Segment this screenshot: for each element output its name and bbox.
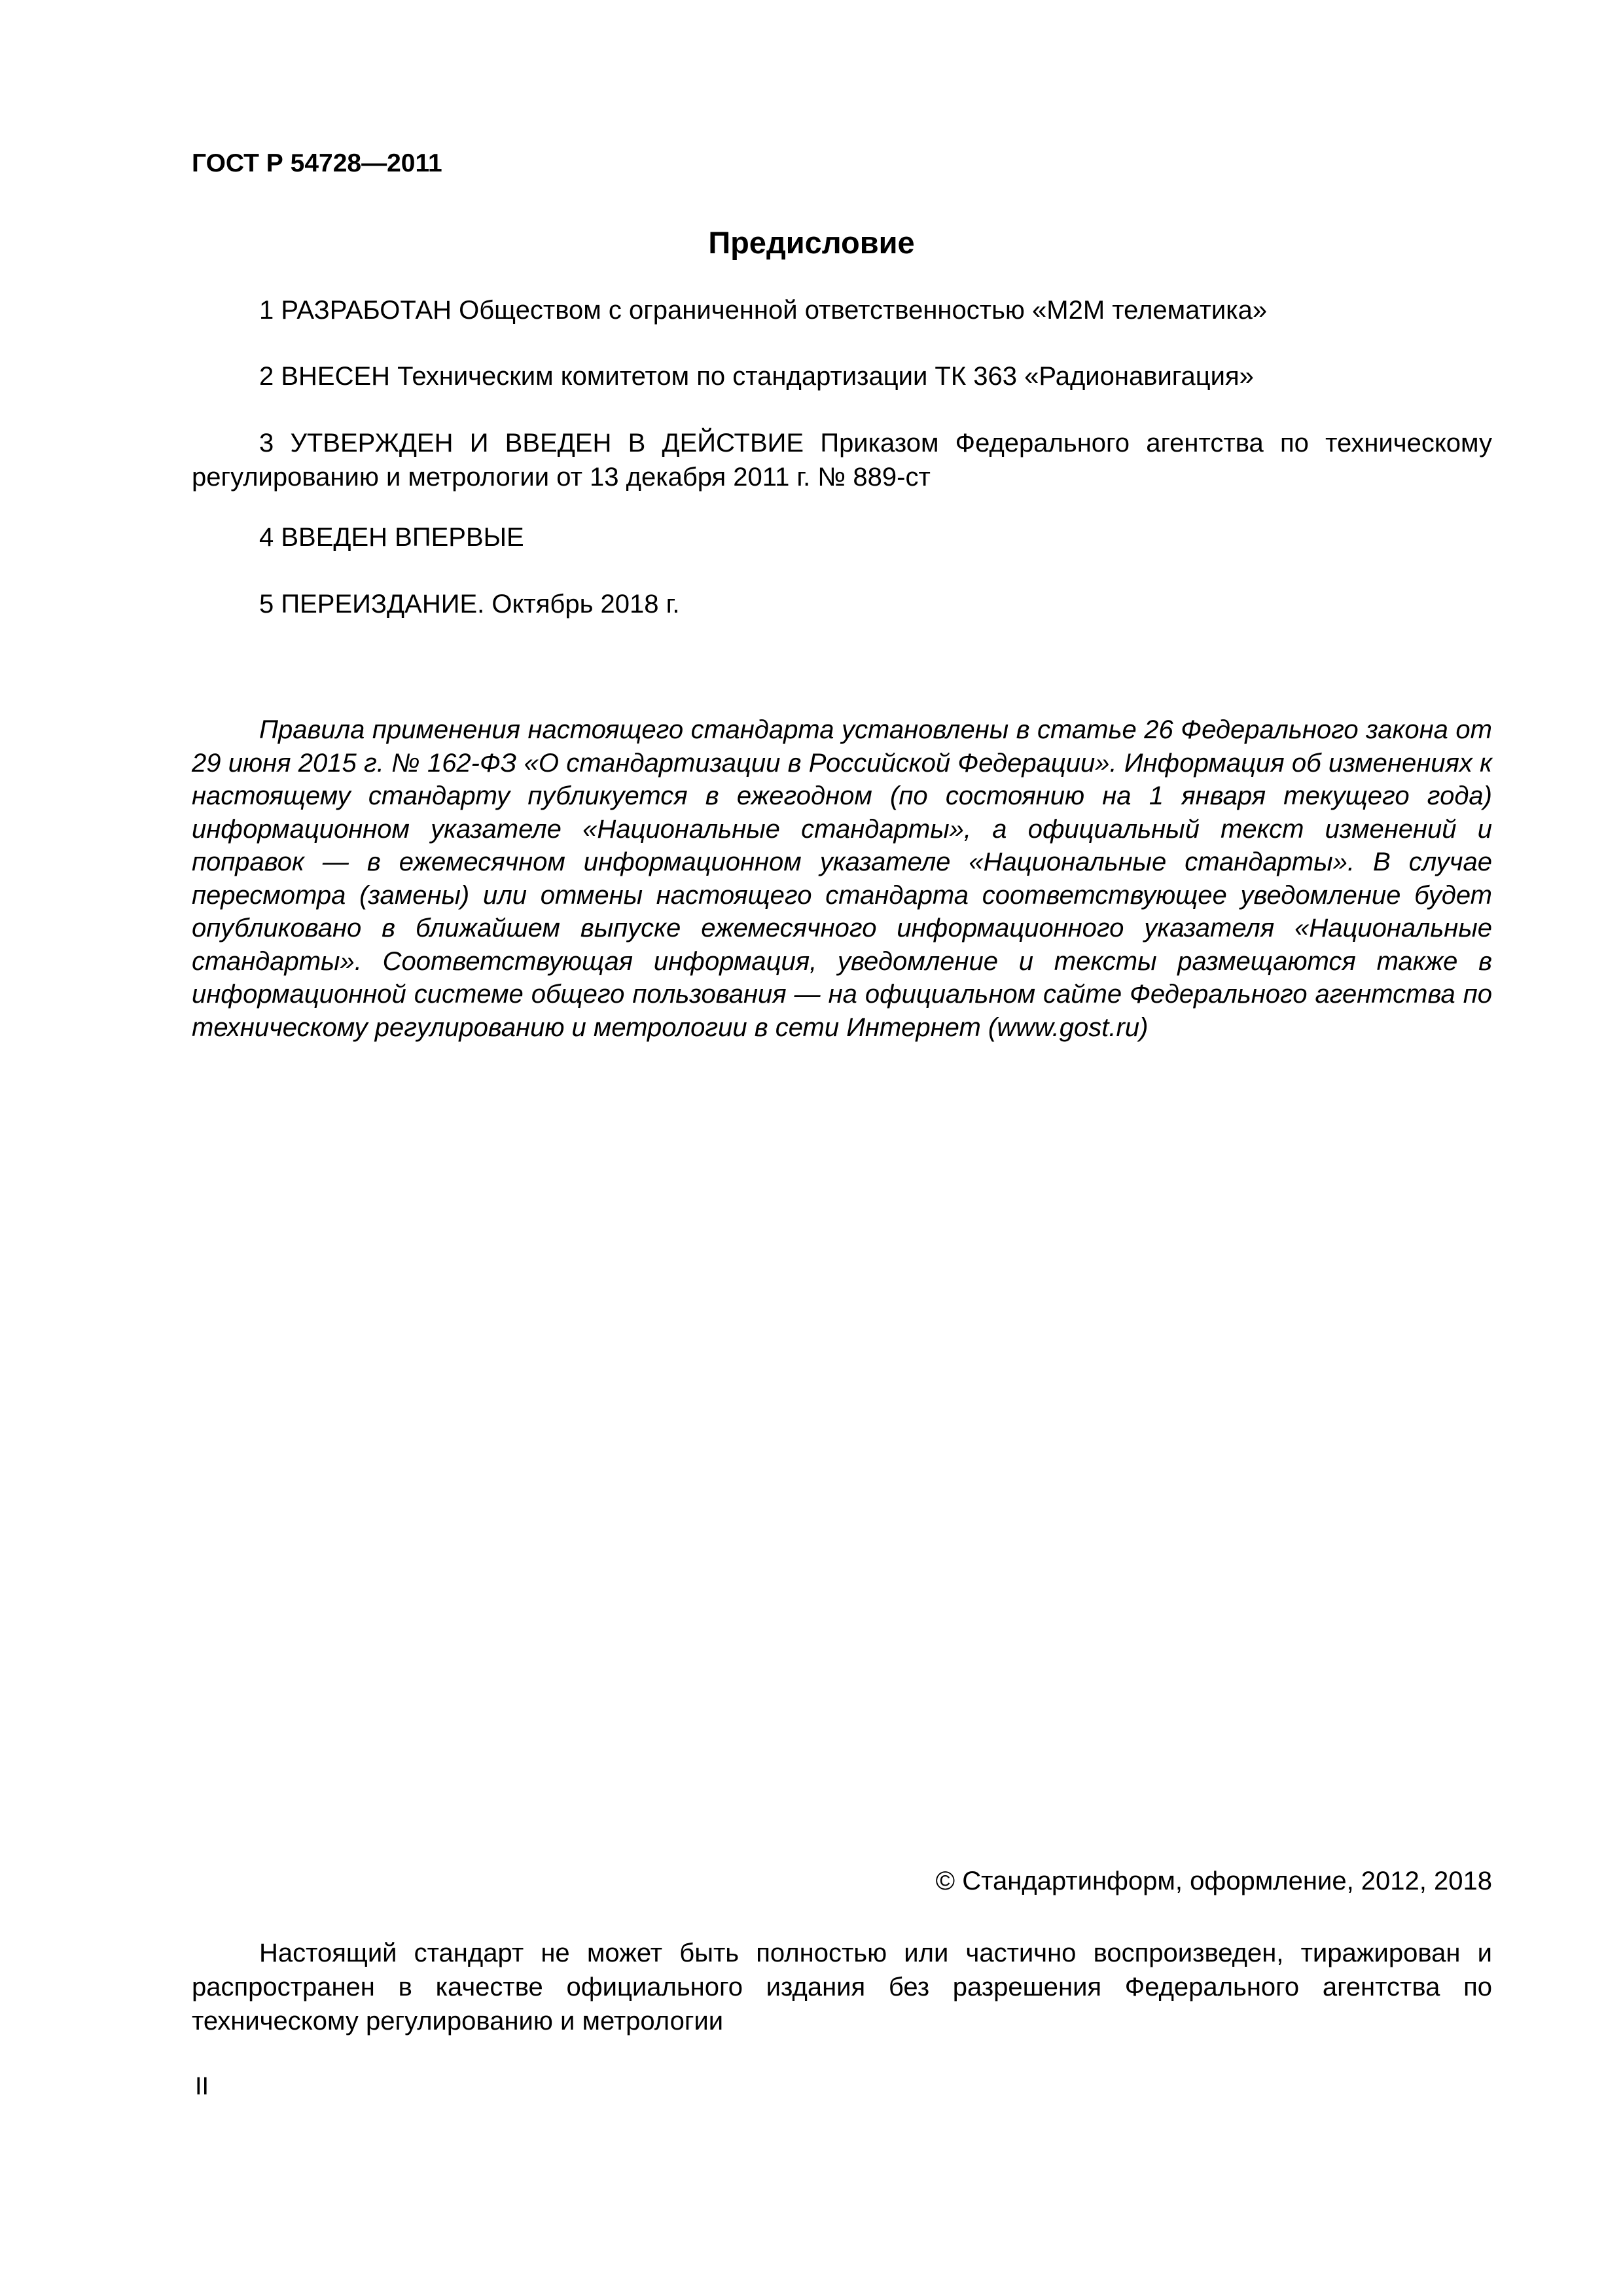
foreword-item-approved xyxy=(192,426,1492,494)
reproduction-notice xyxy=(192,1936,1492,2038)
foreword-item-text: 1 РАЗРАБОТАН Обществом с ограниченной ответственностью «M2M телематика» xyxy=(259,296,1268,325)
page-title: Предисловие xyxy=(708,225,915,260)
foreword-item-submitted xyxy=(192,359,1492,393)
notice-text: Правила применения настоящего стандарта установлены в статье 26 Федерального закона от 29 июня 2015 г. № 162-ФЗ «О стандартизации в Российской Федерации». Информация об изменениях к настоящему стандарту публикуется в ежегодном (по состоянию на 1 января текущего года) информационном указателе «Национальные стандарты», а официальный текст изменений и поправок — в ежемесячном информационном указателе «Национальные стандарты». В случае пересмотра (замены) или отмены настоящего стандарта соответствующее уведомление будет опубликовано в ближайшем выпуске ежемесячного информационного указателя «Национальные стандарты». Соответствующая информация, уведомление и тексты размещаются также в информационной системе общего пользования — на официальном сайте Федерального агентства по техническому регулированию и метрологии в сети Интернет (www.gost.ru) xyxy=(192,715,1492,1042)
foreword-item-text: 2 ВНЕСЕН Техническим комитетом по стандартизации ТК 363 «Радионавигация» xyxy=(259,362,1254,391)
foreword-item-text: 4 ВВЕДЕН ВПЕРВЫЕ xyxy=(259,523,524,552)
application-rules-notice xyxy=(192,713,1492,1044)
reproduction-text: Настоящий стандарт не может быть полностью или частично воспроизведен, тиражирован и распространен в качестве официального издания без разрешения Федерального агентства по техническому регулированию и метрологии xyxy=(192,1939,1492,2036)
foreword-item-introduced xyxy=(192,520,1492,554)
page-number: II xyxy=(195,2073,209,2100)
foreword-item-text: 5 ПЕРЕИЗДАНИЕ. Октябрь 2018 г. xyxy=(259,590,680,619)
standard-code: ГОСТ Р 54728—2011 xyxy=(192,149,442,177)
foreword-item-reissue xyxy=(192,587,1492,621)
foreword-item-developed xyxy=(192,293,1492,327)
copyright-line: © Стандартинформ, оформление, 2012, 2018 xyxy=(935,1867,1492,1895)
foreword-item-text: 3 УТВЕРЖДЕН И ВВЕДЕН В ДЕЙСТВИЕ Приказом Федерального агентства по техническому регулированию и метрологии от 13 декабря 2011 г. № 889-ст xyxy=(192,429,1492,492)
